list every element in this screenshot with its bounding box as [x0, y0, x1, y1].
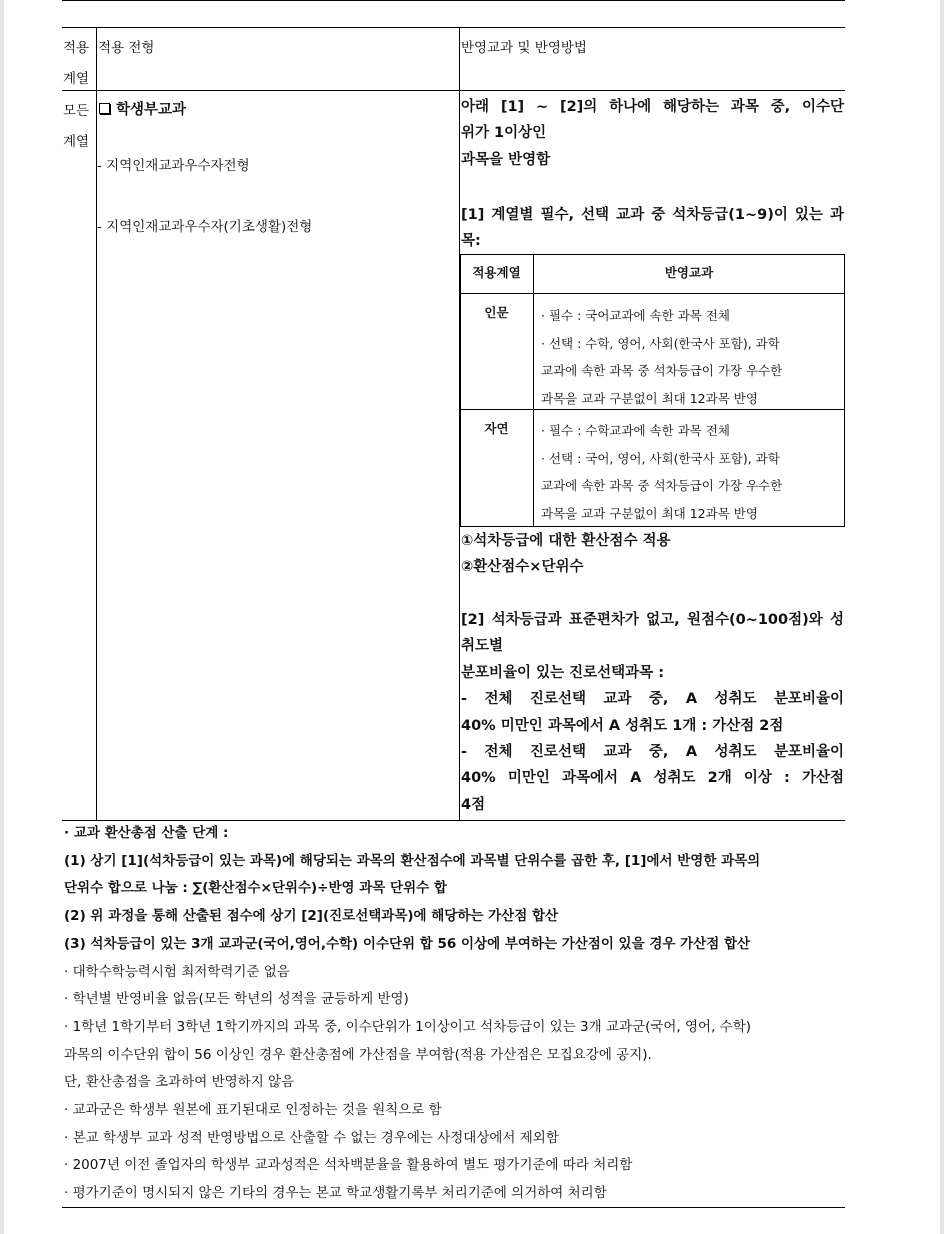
note-line: · 학년별 반영비율 없음(모든 학년의 성적을 균등하게 반영)	[64, 991, 409, 1008]
text-line: 취도별	[461, 638, 504, 655]
text-line: 위가 1이상인	[461, 125, 547, 142]
text-line: 과목을 반영함	[461, 151, 551, 168]
inner-header-subjects: 반영교과	[664, 265, 714, 280]
part1-text	[461, 202, 844, 255]
divider	[460, 293, 845, 294]
text-line: · 선택 : 국어, 영어, 사회(한국사 포함), 과학	[541, 450, 780, 466]
divider	[62, 90, 845, 91]
text-line: - 전체 진로선택 교과 중, A 성취도 분포비율이	[461, 691, 844, 708]
inner-header-track: 적용계열	[472, 265, 521, 280]
header-col1-line1: 적용	[63, 40, 90, 56]
note-line: · 2007년 이전 졸업자의 학생부 교과성적은 석차백분율을 활용하여 별도 평가기준에 따라 처리함	[64, 1157, 633, 1174]
text-line: 교과에 속한 과목 중 석차등급이 가장 우수한	[541, 478, 783, 493]
text-line: ①석차등급에 대한 환산점수 적용	[461, 533, 671, 549]
text-line: · 선택 : 수학, 영어, 사회(한국사 포함), 과학	[541, 335, 780, 351]
note-line: (2) 위 과정을 통해 산출된 점수에 상기 [2](진로선택과목)에 해당하는 가산점 합산	[64, 908, 559, 925]
intro-text	[461, 94, 844, 173]
text-line: 4점	[461, 796, 486, 813]
note-line: · 1학년 1학기부터 3학년 1학기까지의 과목 중, 이수단위가 1이상이고 석차등급이 있는 3개 교과군(국어, 영어, 수학)	[64, 1018, 752, 1035]
page-edge-right	[940, 0, 944, 1234]
part2-text	[461, 607, 844, 818]
note-line: (3) 석차등급이 있는 3개 교과군(국어,영어,수학) 이수단위 합 56 이상에 부여하는 가산점이 있을 경우 가산점 합산	[64, 935, 751, 952]
note-line: · 본교 학생부 교과 성적 반영방법으로 산출할 수 없는 경우에는 사정대상에서 제외함	[64, 1129, 559, 1146]
inner-row-subjects	[541, 302, 782, 412]
section-title	[99, 98, 186, 119]
text-line: ②환산점수×단위수	[461, 559, 584, 576]
text-line: · 필수 : 국어교과에 속한 과목 전체	[541, 308, 731, 323]
inner-row-subjects	[541, 417, 782, 527]
divider	[96, 27, 97, 820]
section-title-text: 학생부교과	[116, 102, 187, 118]
admission-type: - 지역인재교과우수자전형	[97, 158, 250, 174]
text-line: · 필수 : 수학교과에 속한 과목 전체	[541, 423, 731, 438]
header-col1-line2: 계열	[63, 71, 90, 87]
checkbox-icon	[99, 103, 110, 114]
inner-row-track: 인문	[484, 305, 509, 320]
text-line: 과목을 교과 구분없이 최대 12과목 반영	[541, 390, 758, 406]
footer-notes	[64, 820, 844, 1208]
header-col2: 적용 전형	[98, 40, 155, 56]
divider	[62, 0, 845, 1]
note-line: 단위수 합으로 나눔 : ∑(환산점수×단위수)÷반영 과목 단위수 합	[64, 880, 447, 897]
note-line: (1) 상기 [1](석차등급이 있는 과목)에 해당되는 과목의 환산점수에 과목별 단위수를 곱한 후, [1]에서 반영한 과목의	[64, 852, 761, 869]
text-line: 분포비율이 있는 진로선택과목 :	[461, 664, 665, 681]
text-line: 아래 [1] ~ [2]의 하나에 해당하는 과목 중, 이수단	[461, 99, 844, 115]
text-line: [2] 석차등급과 표준편차가 없고, 원점수(0~100점)와 성	[461, 612, 844, 628]
text-line: - 전체 진로선택 교과 중, A 성취도 분포비율이	[461, 744, 844, 761]
header-col3: 반영교과 및 반영방법	[461, 40, 587, 56]
inner-row-track: 자연	[484, 421, 509, 436]
text-line: 40% 미만인 과목에서 A 성취도 2개 이상 : 가산점	[461, 770, 844, 787]
note-line: 과목의 이수단위 합이 56 이상인 경우 환산총점에 가산점을 부여함(적용 가산점은 모집요강에 공지).	[64, 1046, 652, 1063]
note-line: · 평가기준이 명시되지 않은 기타의 경우는 본교 학교생활기록부 처리기준에 의거하여 처리함	[64, 1185, 607, 1202]
text-line: 과목을 교과 구분없이 최대 12과목 반영	[541, 505, 758, 521]
divider	[533, 254, 534, 526]
note-line: 단, 환산총점을 초과하여 반영하지 않음	[64, 1074, 295, 1091]
divider	[62, 27, 845, 28]
admission-type: - 지역인재교과우수자(기초생활)전형	[97, 219, 313, 235]
page-edge-left	[0, 0, 4, 1234]
note-line: · 대학수학능력시험 최저학력기준 없음	[64, 963, 290, 980]
text-line: 40% 미만인 과목에서 A 성취도 1개 : 가산점 2점	[461, 717, 784, 734]
steps-text	[461, 528, 844, 581]
note-line: · 교과군은 학생부 원본에 표기된대로 인정하는 것을 원칙으로 함	[64, 1102, 442, 1119]
track-line2: 계열	[63, 134, 90, 150]
text-line: [1] 계열별 필수, 선택 교과 중 석차등급(1~9)이 있는 과	[461, 207, 844, 223]
text-line: 교과에 속한 과목 중 석차등급이 가장 우수한	[541, 363, 783, 378]
track-line1: 모든	[63, 103, 90, 119]
text-line: 목:	[461, 233, 481, 250]
note-line: · 교과 환산총점 산출 단계 :	[64, 825, 229, 841]
